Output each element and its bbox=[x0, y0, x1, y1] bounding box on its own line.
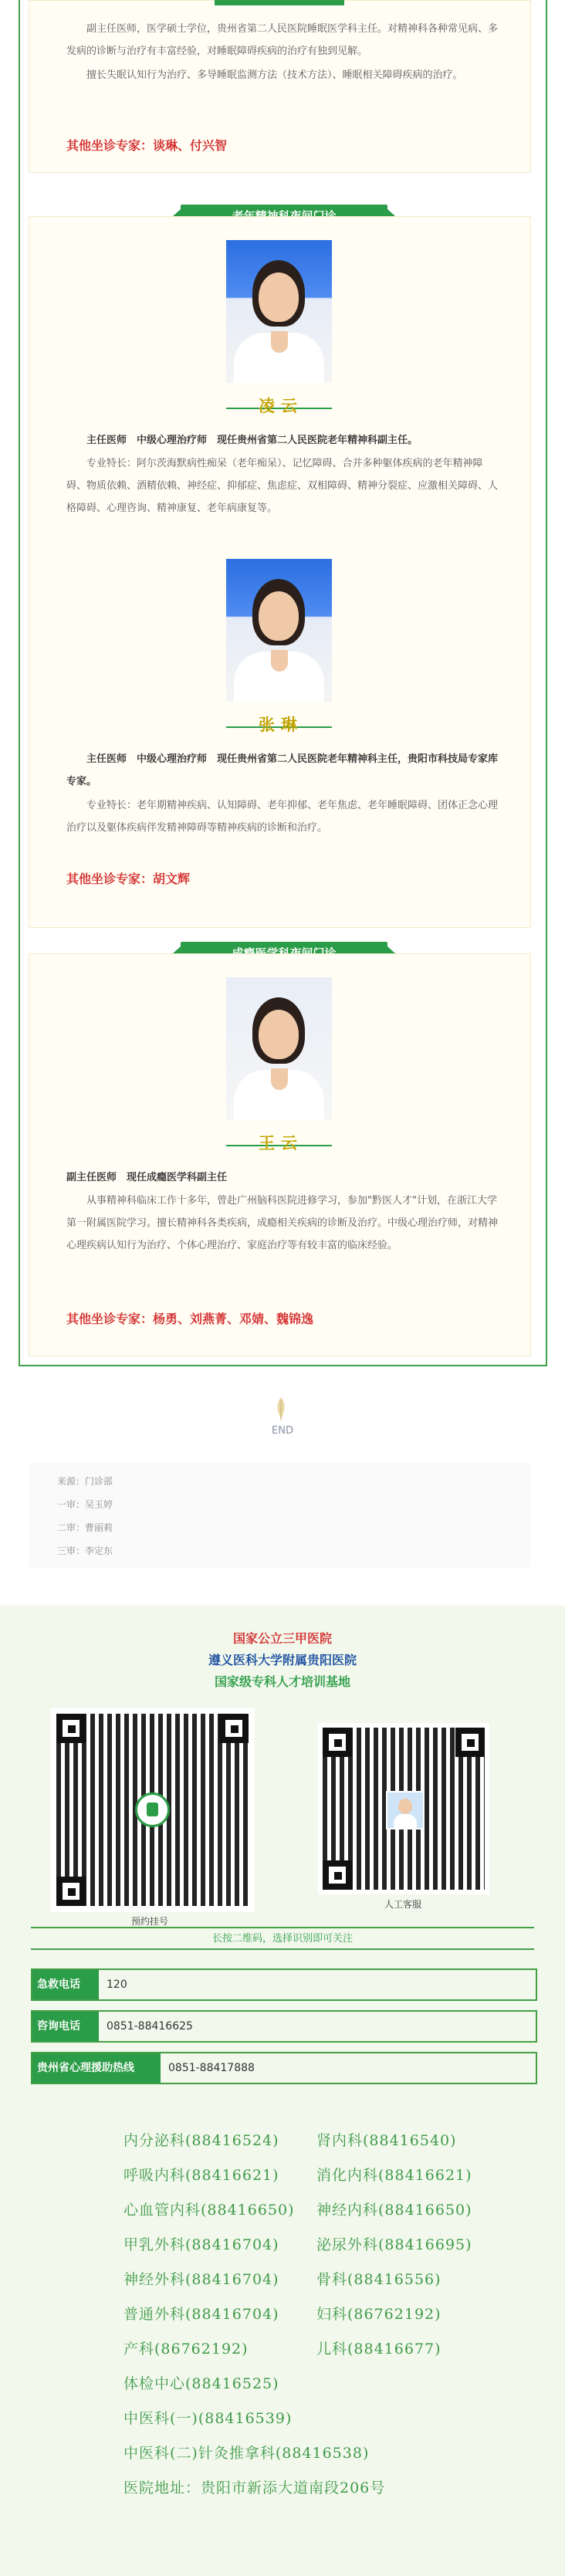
qr-customer-service-caption: 人工客服 bbox=[384, 1899, 422, 1910]
left-rail bbox=[19, 0, 20, 1366]
dept-item: 骨科(88416556) bbox=[316, 2271, 442, 2288]
wang-yun-title: 副主任医师 现任成瘾医学科副主任 bbox=[66, 1172, 228, 1183]
hotline-psych[interactable] bbox=[31, 2052, 537, 2084]
nurse-avatar-icon bbox=[386, 1791, 425, 1830]
zhang-lin-title: 主任医师 中级心理治疗师 现任贵州省第二人民医院老年精神科主任，贵阳市科技局专家库专家。 bbox=[66, 753, 499, 787]
dept-item: 呼吸内科(88416621) bbox=[123, 2167, 279, 2184]
addiction-other-experts: 其他坐诊专家：杨勇、刘燕菁、邓婧、魏锦逸 bbox=[66, 1312, 314, 1326]
geriatric-card bbox=[29, 216, 531, 928]
doctor-name-wang-yun: 王云 bbox=[259, 1134, 303, 1153]
dept-item: 心血管内科(88416650) bbox=[123, 2202, 295, 2219]
hotline-psych-value: 0851-88417888 bbox=[168, 2062, 255, 2074]
photo-zhang-lin bbox=[226, 559, 332, 702]
dept-item: 中医科(二)针灸推拿科(88416538) bbox=[123, 2445, 370, 2462]
addiction-card bbox=[29, 953, 531, 1356]
top-intro-1: 副主任医师，医学硕士学位，贵州省第二人民医院睡眠医学科主任。对精神科各种常见病、多发病的诊断与治疗有丰富经验，对睡眠障碍疾病的治疗有独到见解。 bbox=[66, 23, 499, 57]
meta-source: 来源：门诊部 bbox=[57, 1476, 113, 1487]
dept-item: 神经内科(88416650) bbox=[316, 2202, 472, 2219]
dept-item: 肾内科(88416540) bbox=[316, 2132, 457, 2149]
dept-item: 内分泌科(88416524) bbox=[123, 2132, 279, 2149]
zhang-lin-specialty: 专业特长：老年期精神疾病、认知障碍、老年抑郁、老年焦虑、老年睡眠障碍、团体正念心理治疗以及躯体疾病伴发精神障碍等精神疾病的诊断和治疗。 bbox=[66, 800, 499, 834]
hotline-consult-label: 咨询电话 bbox=[32, 2012, 99, 2041]
top-intro-2: 擅长失眠认知行为治疗、多导睡眠监测方法（技术方法）、睡眠相关障碍疾病的治疗。 bbox=[86, 69, 463, 81]
hotline-consult-value: 0851-88416625 bbox=[107, 2020, 193, 2033]
dept-item: 产科(86762192) bbox=[123, 2341, 249, 2358]
meta-review-3: 三审：李定东 bbox=[57, 1545, 113, 1556]
end-label: END bbox=[272, 1425, 293, 1437]
wang-yun-bio: 从事精神科临床工作十多年，曾赴广州脑科医院进修学习，参加"黔医人才"计划，在浙江大学第一附属医院学习。擅长精神科各类疾病，成瘾相关疾病的诊断及治疗。中级心理治疗师，对精神心理疾病认知行为治疗、个体心理治疗、家庭治疗等有较丰富的临床经验。 bbox=[66, 1195, 499, 1251]
hotline-emergency-value: 120 bbox=[107, 1979, 127, 1991]
footer-line-2: 遵义医科大学附属贵阳医院 bbox=[208, 1653, 357, 1667]
dept-item: 神经外科(88416704) bbox=[123, 2271, 279, 2288]
footer-line-3: 国家级专科人才培训基地 bbox=[214, 1674, 350, 1689]
meta-review-1: 一审：吴玉婷 bbox=[57, 1499, 113, 1510]
end-ornament-icon bbox=[273, 1396, 289, 1422]
hotline-consult[interactable] bbox=[31, 2010, 537, 2043]
hospital-address: 医院地址：贵阳市新添大道南段206号 bbox=[123, 2480, 386, 2496]
dept-item: 体检中心(88416525) bbox=[123, 2375, 279, 2392]
ling-yun-specialty: 专业特长：阿尔茨海默病性痴呆（老年痴呆）、记忆障碍、合并多种躯体疾病的老年精神障碍、物质依赖、酒精依赖、神经症、抑郁症、焦虑症、双相障碍、精神分裂症、应激相关障碍、人格障碍、心理咨询、精神康复、老年病康复等。 bbox=[66, 458, 499, 514]
meta-review-2: 二审：曹丽莉 bbox=[57, 1522, 113, 1533]
dept-item: 中医科(一)(88416539) bbox=[123, 2410, 293, 2427]
hotline-psych-label: 贵州省心理援助热线 bbox=[32, 2053, 161, 2083]
top-other-experts: 其他坐诊专家：谈琳、付兴智 bbox=[66, 138, 228, 153]
dept-item: 儿科(88416677) bbox=[316, 2341, 442, 2358]
photo-ling-yun bbox=[226, 240, 332, 383]
qr-customer-service[interactable] bbox=[318, 1723, 489, 1894]
ling-yun-title: 主任医师 中级心理治疗师 现任贵州省第二人民医院老年精神科副主任。 bbox=[86, 435, 418, 446]
photo-wang-yun bbox=[226, 977, 332, 1120]
doctor-name-ling-yun: 凌云 bbox=[259, 397, 303, 415]
hotline-emergency-label: 急救电话 bbox=[32, 1970, 99, 1999]
doctor-name-zhang-lin: 张琳 bbox=[259, 716, 303, 734]
hotline-emergency[interactable] bbox=[31, 1968, 537, 2001]
top-card bbox=[29, 0, 531, 173]
top-green-tab bbox=[215, 0, 344, 5]
bottom-rail bbox=[19, 1365, 547, 1366]
geriatric-other-experts: 其他坐诊专家：胡文辉 bbox=[66, 872, 191, 886]
hospital-logo-icon bbox=[135, 1792, 170, 1827]
dept-item: 妇科(86762192) bbox=[316, 2306, 442, 2323]
dept-item: 泌尿外科(88416695) bbox=[316, 2236, 472, 2253]
footer-line-1: 国家公立三甲医院 bbox=[232, 1631, 332, 1646]
dept-item: 普通外科(88416704) bbox=[123, 2306, 279, 2323]
long-press-text: 长按二维码，选择识别即可关注 bbox=[211, 1933, 353, 1945]
qr-appointment-caption: 预约挂号 bbox=[131, 1916, 169, 1927]
qr-appointment[interactable] bbox=[50, 1708, 255, 1912]
right-rail bbox=[546, 0, 547, 1366]
dept-item: 消化内科(88416621) bbox=[316, 2167, 472, 2184]
dept-item: 甲乳外科(88416704) bbox=[123, 2236, 279, 2253]
